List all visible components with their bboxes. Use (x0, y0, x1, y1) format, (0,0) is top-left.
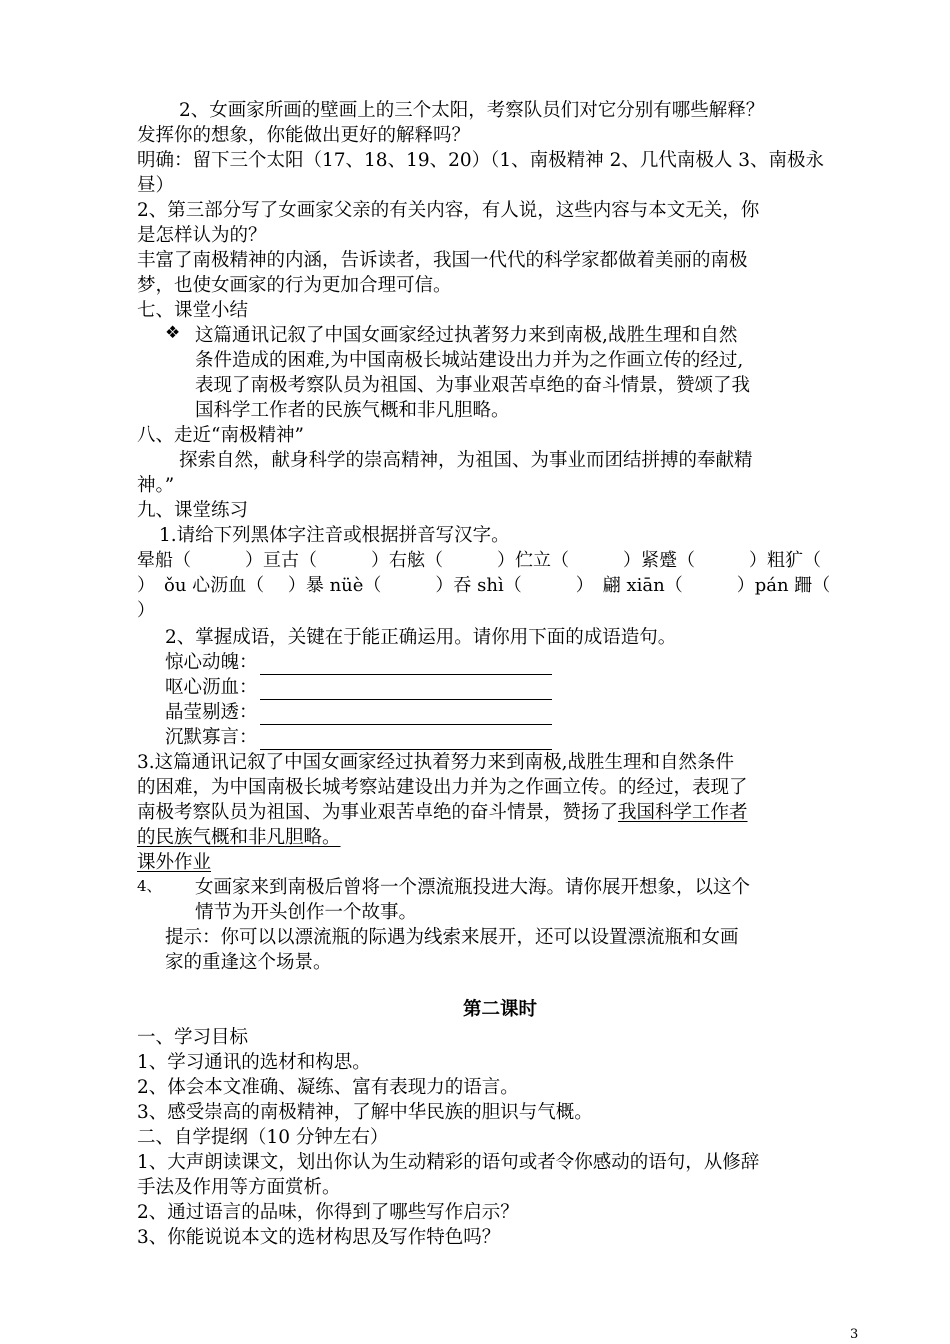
tip-line1: 提示：你可以以漂流瓶的际遇为线索来展开，还可以设置漂流瓶和女画 (165, 927, 739, 948)
spirit-line2: 神。” (137, 475, 175, 496)
goal-1: 1、学习通讯的选材和构思。 (137, 1052, 371, 1073)
page-number: 3 (850, 1327, 859, 1342)
idiom-label: 沉默寡言： (165, 727, 258, 748)
exercise-1-prompt: 1.请给下列黑体字注音或根据拼音写汉字。 (159, 525, 510, 546)
homework-heading (137, 850, 863, 875)
question-3-line2: 是怎样认为的？ (137, 225, 267, 246)
idiom-label: 晶莹剔透： (165, 702, 258, 723)
exercise-2-prompt: 2、掌握成语，关键在于能正确运用。请你用下面的成语造句。 (165, 627, 677, 648)
exercise-3-underlined: 我国科学工作者 (618, 802, 748, 823)
pinyin-exercise-line1: 晕船（ ）亘古（ ）右舷（ ）伫立（ ）紧蹙（ ）粗犷（ (137, 550, 821, 571)
document-body (137, 98, 863, 1250)
exercise-3-line3 (137, 800, 863, 825)
idiom-row (137, 700, 863, 725)
answer-1-line2: 昼） (137, 175, 175, 196)
question-2-line1: 2、女画家所画的壁画上的三个太阳，考察队员们对它分别有哪些解释？ (179, 100, 765, 121)
summary-line4: 国科学工作者的民族气概和非凡胆略。 (195, 400, 510, 421)
answer-1-line1: 明确：留下三个太阳（17、18、19、20）（1、南极精神 2、几代南极人 3、南极永 (137, 150, 824, 171)
pinyin-exercise-line3: ） (137, 600, 155, 621)
goal-3: 3、感受崇高的南极精神，了解中华民族的胆识与气概。 (137, 1102, 593, 1123)
exercise-3-underlined: 的民族气概和非凡胆略。 (137, 827, 341, 848)
summary-block (137, 323, 863, 423)
exercise-3-plain: 南极考察队员为祖国、为事业艰苦卓绝的奋斗情景，赞扬了 (137, 802, 619, 823)
section-9-heading: 九、课堂练习 (137, 500, 249, 521)
summary-line1: 这篇通讯记叙了中国女画家经过执著努力来到南极,战胜生理和自然 (195, 325, 738, 346)
homework-number: 4、 (137, 877, 162, 895)
outline-2: 2、通过语言的品味，你得到了哪些写作启示？ (137, 1202, 519, 1223)
spirit-line1: 探索自然，献身科学的崇高精神，为祖国、为事业而团结拼搏的奉献精 (179, 450, 753, 471)
exercise-3-line1: 3.这篇通讯记叙了中国女画家经过执着努力来到南极,战胜生理和自然条件 (137, 752, 735, 773)
idiom-row (137, 650, 863, 675)
question-3-line1: 2、第三部分写了女画家父亲的有关内容，有人说，这些内容与本文无关，你 (137, 200, 760, 221)
exercise-3-line4 (137, 825, 863, 850)
exercise-3-line2: 的困难，为中国南极长城考察站建设出力并为之作画立传。的经过，表现了 (137, 777, 748, 798)
lesson-2-title: 第二课时 (462, 999, 537, 1020)
outline-1-line2: 手法及作用等方面赏析。 (137, 1177, 341, 1198)
question-2-line2: 发挥你的想象，你能做出更好的解释吗？ (137, 125, 471, 146)
idiom-label: 惊心动魄： (165, 652, 258, 673)
outline-heading: 二、自学提纲（10 分钟左右） (137, 1127, 389, 1148)
section-8-heading: 八、走近“南极精神” (137, 425, 304, 446)
answer-blank[interactable] (260, 729, 552, 750)
idiom-label: 呕心沥血： (165, 677, 258, 698)
answer-2-line2: 梦，也使女画家的行为更加合理可信。 (137, 275, 452, 296)
homework-line1: 女画家来到南极后曾将一个漂流瓶投进大海。请你展开想象，以这个 (195, 877, 751, 898)
diamond-bullet-icon: ❖ (165, 323, 181, 343)
pinyin-exercise-line2: ） ǒu 心沥血（ ）暴 nüè（ ）吞 shì（ ） 翩 xiān（ ）pán 跚（ (137, 575, 831, 596)
section-7-heading: 七、课堂小结 (137, 300, 249, 321)
goal-2: 2、体会本文准确、凝练、富有表现力的语言。 (137, 1077, 519, 1098)
answer-blank[interactable] (260, 704, 552, 725)
goals-heading: 一、学习目标 (137, 1027, 249, 1048)
idiom-row (137, 675, 863, 700)
homework-line2: 情节为开头创作一个故事。 (195, 902, 418, 923)
outline-1-line1: 1、大声朗读课文，划出你认为生动精彩的语句或者令你感动的语句，从修辞 (137, 1152, 760, 1173)
tip-line2: 家的重逢这个场景。 (165, 952, 332, 973)
summary-line3: 表现了南极考察队员为祖国、为事业艰苦卓绝的奋斗情景，赞颂了我 (195, 375, 751, 396)
answer-blank[interactable] (260, 679, 552, 700)
idiom-row (137, 725, 863, 750)
outline-3: 3、你能说说本文的选材构思及写作特色吗？ (137, 1227, 501, 1248)
answer-blank[interactable] (260, 654, 552, 675)
summary-line2: 条件造成的困难,为中国南极长城站建设出力并为之作画立传的经过, (195, 350, 744, 371)
homework-heading-text: 课外作业 (137, 852, 212, 873)
homework-item (137, 875, 863, 925)
answer-2-line1: 丰富了南极精神的内涵，告诉读者，我国一代代的科学家都做着美丽的南极 (137, 250, 748, 271)
